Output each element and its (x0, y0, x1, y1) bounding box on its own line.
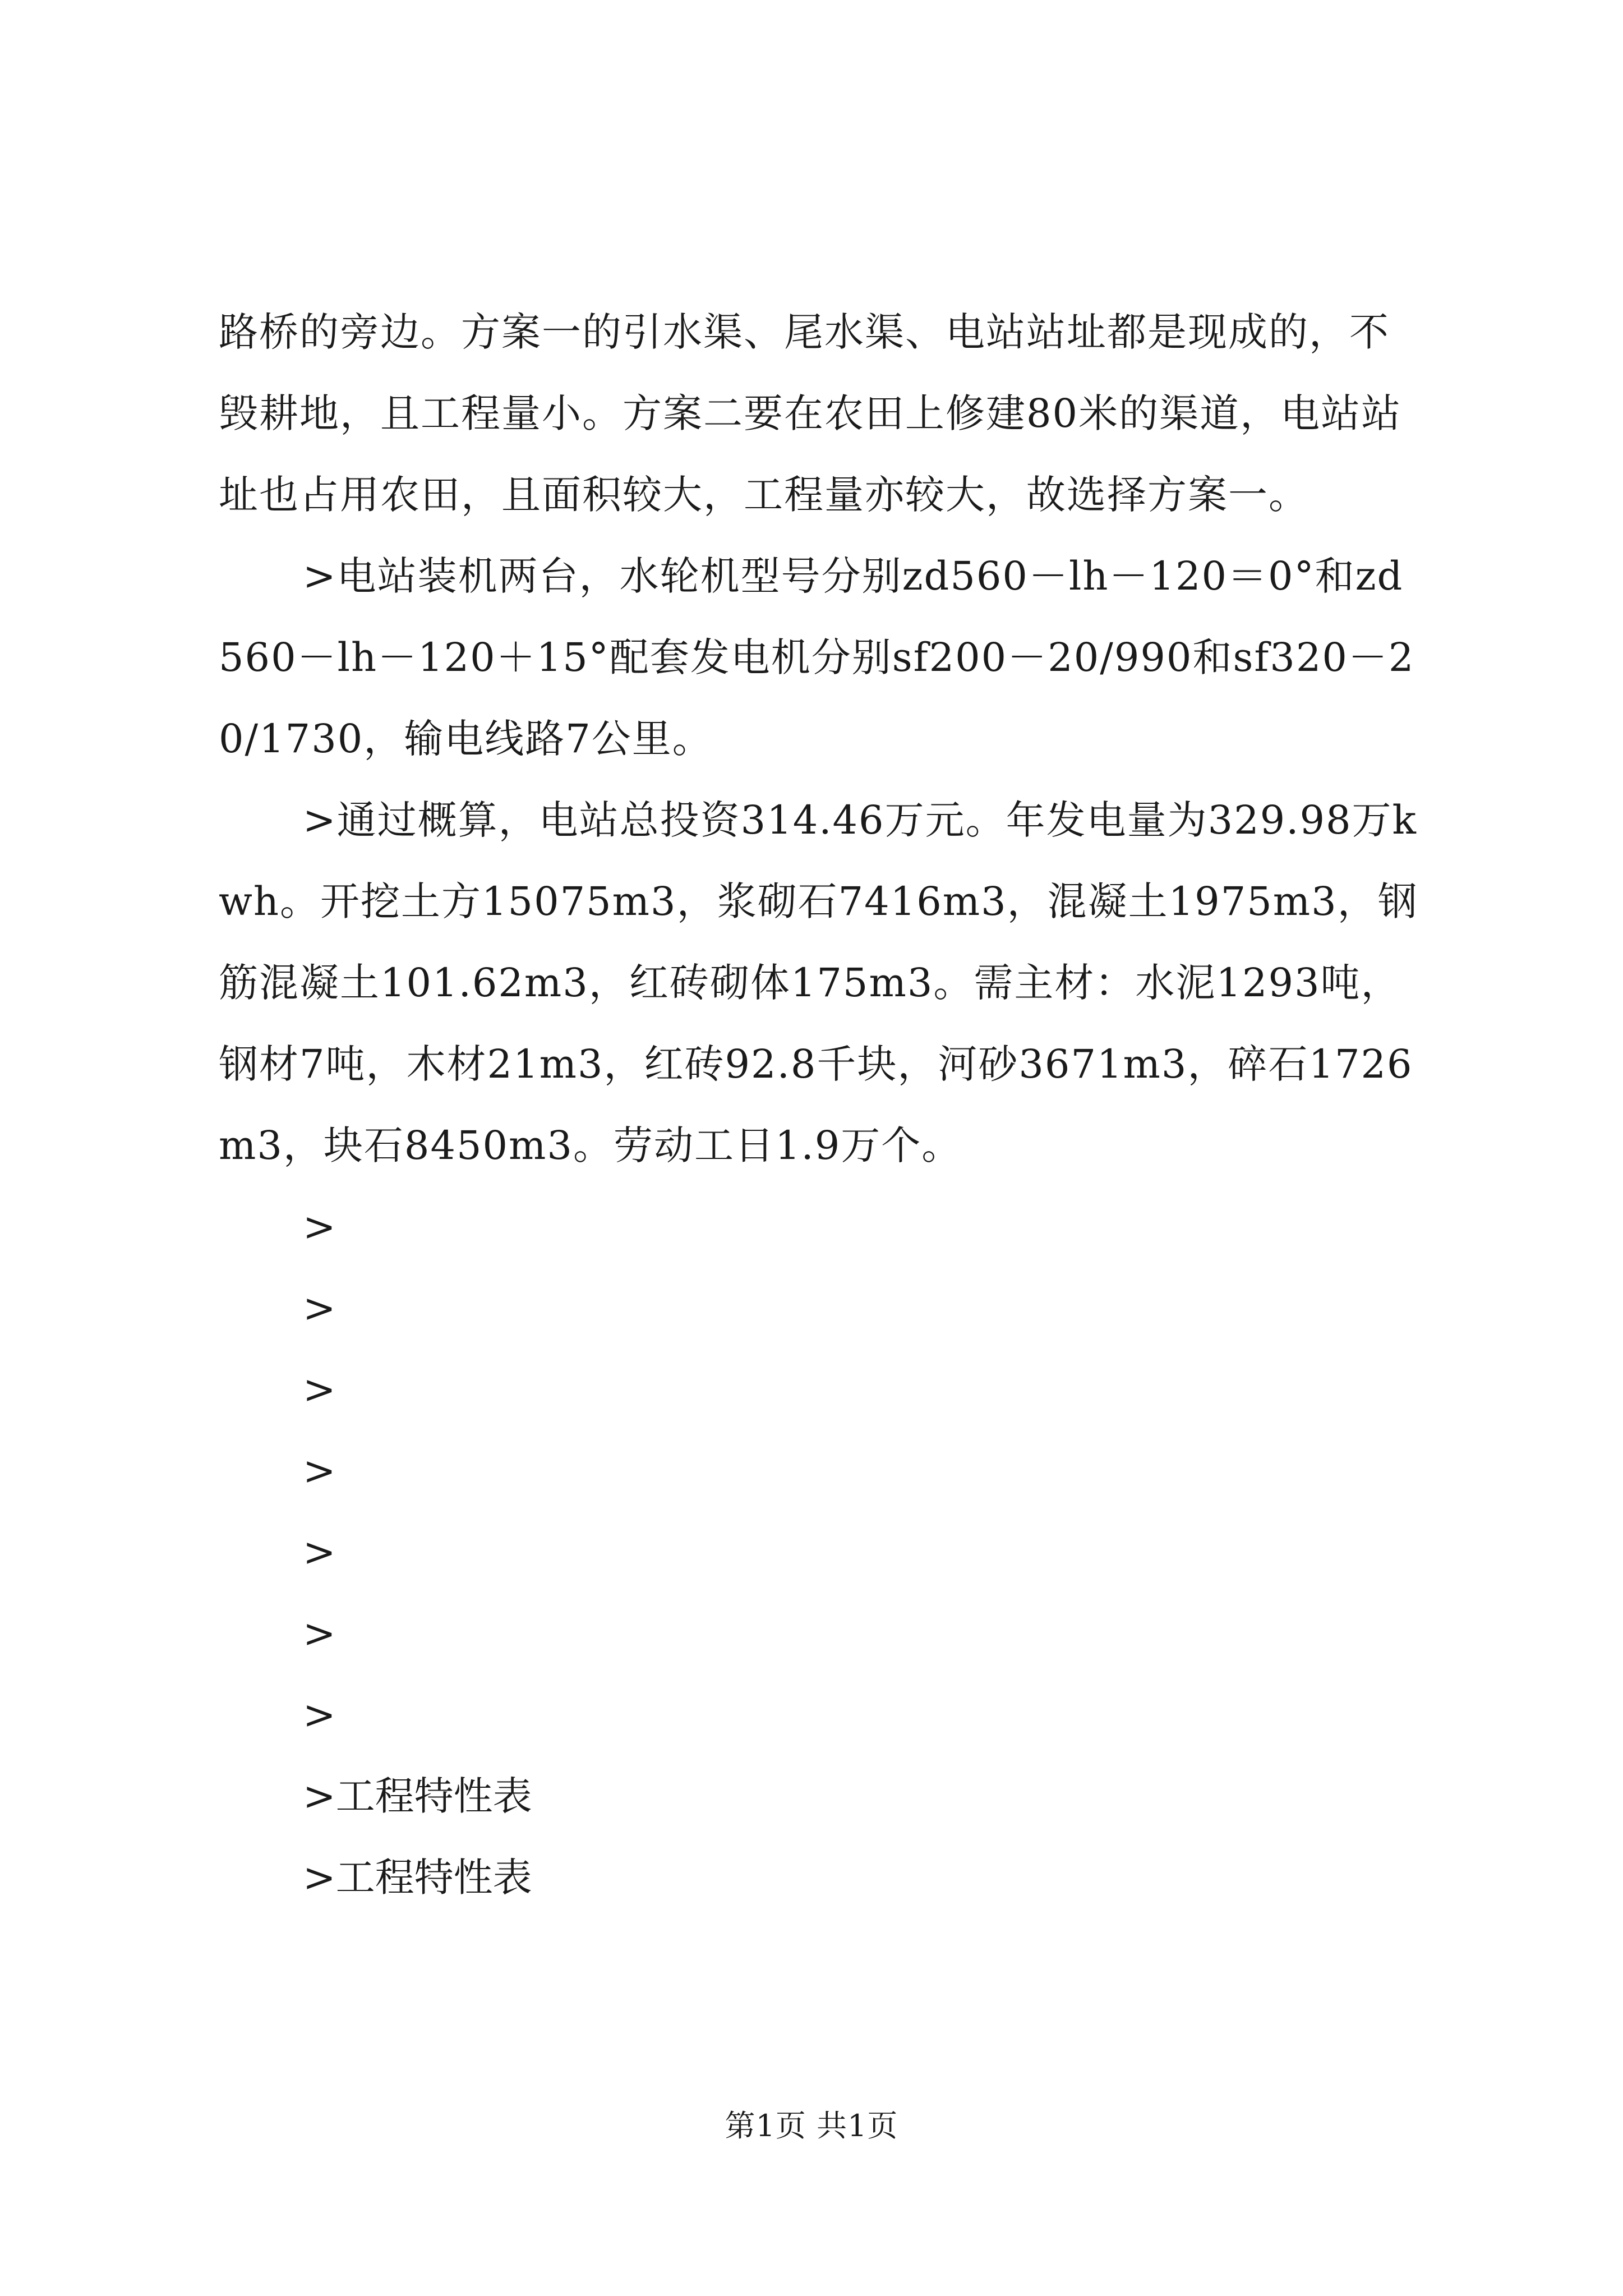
paragraph-equipment: >电站装机两台，水轮机型号分别zd560－lh－120＝0°和zd560－lh－120＋15°配套发电机分别sf200－20/990和sf320－20/1730，输电线路7公里。 (219, 553, 1415, 762)
paragraph-budget: >通过概算，电站总投资314.46万元。年发电量为329.98万kwh。开挖土方15075m3，浆砌石7416m3，混凝土1975m3，钢筋混凝土101.62m3，红砖砌体175m3。需主材：水泥1293吨，钢材7吨，木材21m3，红砖92.8千块，河砂3671m3，碎石1726m3，块石8450m3。劳动工日1.9万个。 (219, 797, 1418, 1168)
table-title: >工程特性表 (303, 1855, 532, 1901)
paragraph-scheme-comparison: 路桥的旁边。方案一的引水渠、尾水渠、电站站址都是现成的，不毁耕地，且工程量小。方案二要在农田上修建80米的渠道，电站站址也占用农田，且面积较大，工程量亦较大，故选择方案一。 (219, 309, 1402, 518)
page-footer: 第1页 共1页 (725, 2108, 898, 2143)
marker-line: > (303, 1692, 336, 1738)
marker-line: > (303, 1366, 336, 1412)
marker-line: > (303, 1611, 336, 1657)
marker-line: > (303, 1204, 336, 1250)
marker-line: > (303, 1529, 336, 1575)
document-body (219, 292, 1424, 1918)
table-title: >工程特性表 (303, 1773, 532, 1819)
marker-line: > (303, 1448, 336, 1494)
marker-line: > (303, 1285, 336, 1331)
